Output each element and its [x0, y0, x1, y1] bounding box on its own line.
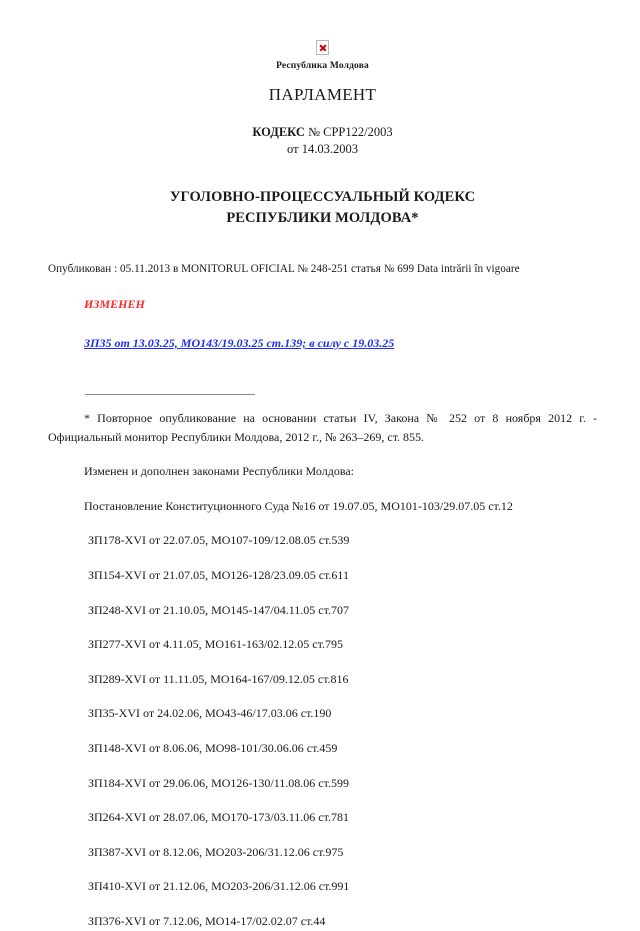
list-item: ЗП410-XVI от 21.12.06, МО203-206/31.12.06 ст.991: [88, 879, 350, 894]
list-item: ЗП148-XVI от 8.06.06, МО98-101/30.06.06 ст.459: [88, 740, 338, 755]
header-image-container: [48, 40, 597, 55]
code-label: КОДЕКС: [252, 125, 305, 139]
constitutional-court-ruling: Постановление Конституционного Суда №16 от 19.07.05, МО101-103/29.07.05 ст.12: [84, 498, 513, 513]
list-item: ЗП154-XVI от 21.07.05, МО126-128/23.09.05 ст.611: [88, 568, 349, 582]
title-line-1: УГОЛОВНО-ПРОЦЕССУАЛЬНЫЙ КОДЕКС: [169, 189, 476, 205]
broken-image-icon: [316, 40, 329, 55]
list-item: ЗП35-XVI от 24.02.06, МО43-46/17.03.06 ст.190: [88, 706, 332, 721]
footnote-separator-container: [85, 394, 597, 395]
footnote-text: * Повторное опубликование на основании статьи IV, Закона № 252 от 8 ноября 2012 г. - Официальный монитор Республики Молдова, 2012 г., № 263–269, ст. 855.: [48, 411, 597, 444]
institution-heading: ПАРЛАМЕНТ: [268, 85, 377, 104]
organization-name: Республика Молдова: [276, 61, 369, 71]
modified-status-badge: ИЗМЕНЕН: [84, 297, 145, 312]
modification-link-container: [84, 334, 597, 352]
law-reference-list: [48, 531, 597, 930]
title-line-2: РЕСПУБЛИКИ МОЛДОВА*: [226, 210, 419, 227]
page-title: [48, 187, 597, 229]
list-item: ЗП248-XVI от 21.10.05, МО145-147/04.11.05 ст.707: [88, 602, 349, 617]
list-item: ЗП184-XVI от 29.06.06, МО126-130/11.08.06 ст.599: [88, 775, 349, 790]
list-item: ЗП178-XVI от 22.07.05, МО107-109/12.08.05 ст.539: [88, 533, 350, 548]
published-line: Опубликован : 05.11.2013 в MONITORUL OFICIAL № 248-251 статья № 699 Data intrării în vigoare: [48, 263, 520, 276]
code-number: № CPP122/2003: [304, 125, 393, 139]
list-item: ЗП387-XVI от 8.12.06, МО203-206/31.12.06 ст.975: [88, 844, 344, 859]
list-item: ЗП277-XVI от 4.11.05, МО161-163/02.12.05 ст.795: [88, 637, 343, 652]
amended-intro: Изменен и дополнен законами Республики Молдова:: [84, 464, 354, 479]
modification-link[interactable]: ЗП35 от 13.03.25, МО143/19.03.25 ст.139; в силу с 19.03.25: [84, 336, 395, 351]
footnote-separator: [85, 394, 255, 395]
code-date: от 14.03.2003: [287, 142, 358, 156]
list-item: ЗП264-XVI от 28.07.06, МО170-173/03.11.06 ст.781: [88, 810, 349, 825]
code-number-line: [48, 125, 597, 140]
list-item: ЗП376-XVI от 7.12.06, МО14-17/02.02.07 ст.44: [88, 913, 326, 928]
list-item: ЗП289-XVI от 11.11.05, МО164-167/09.12.05 ст.816: [88, 671, 349, 686]
